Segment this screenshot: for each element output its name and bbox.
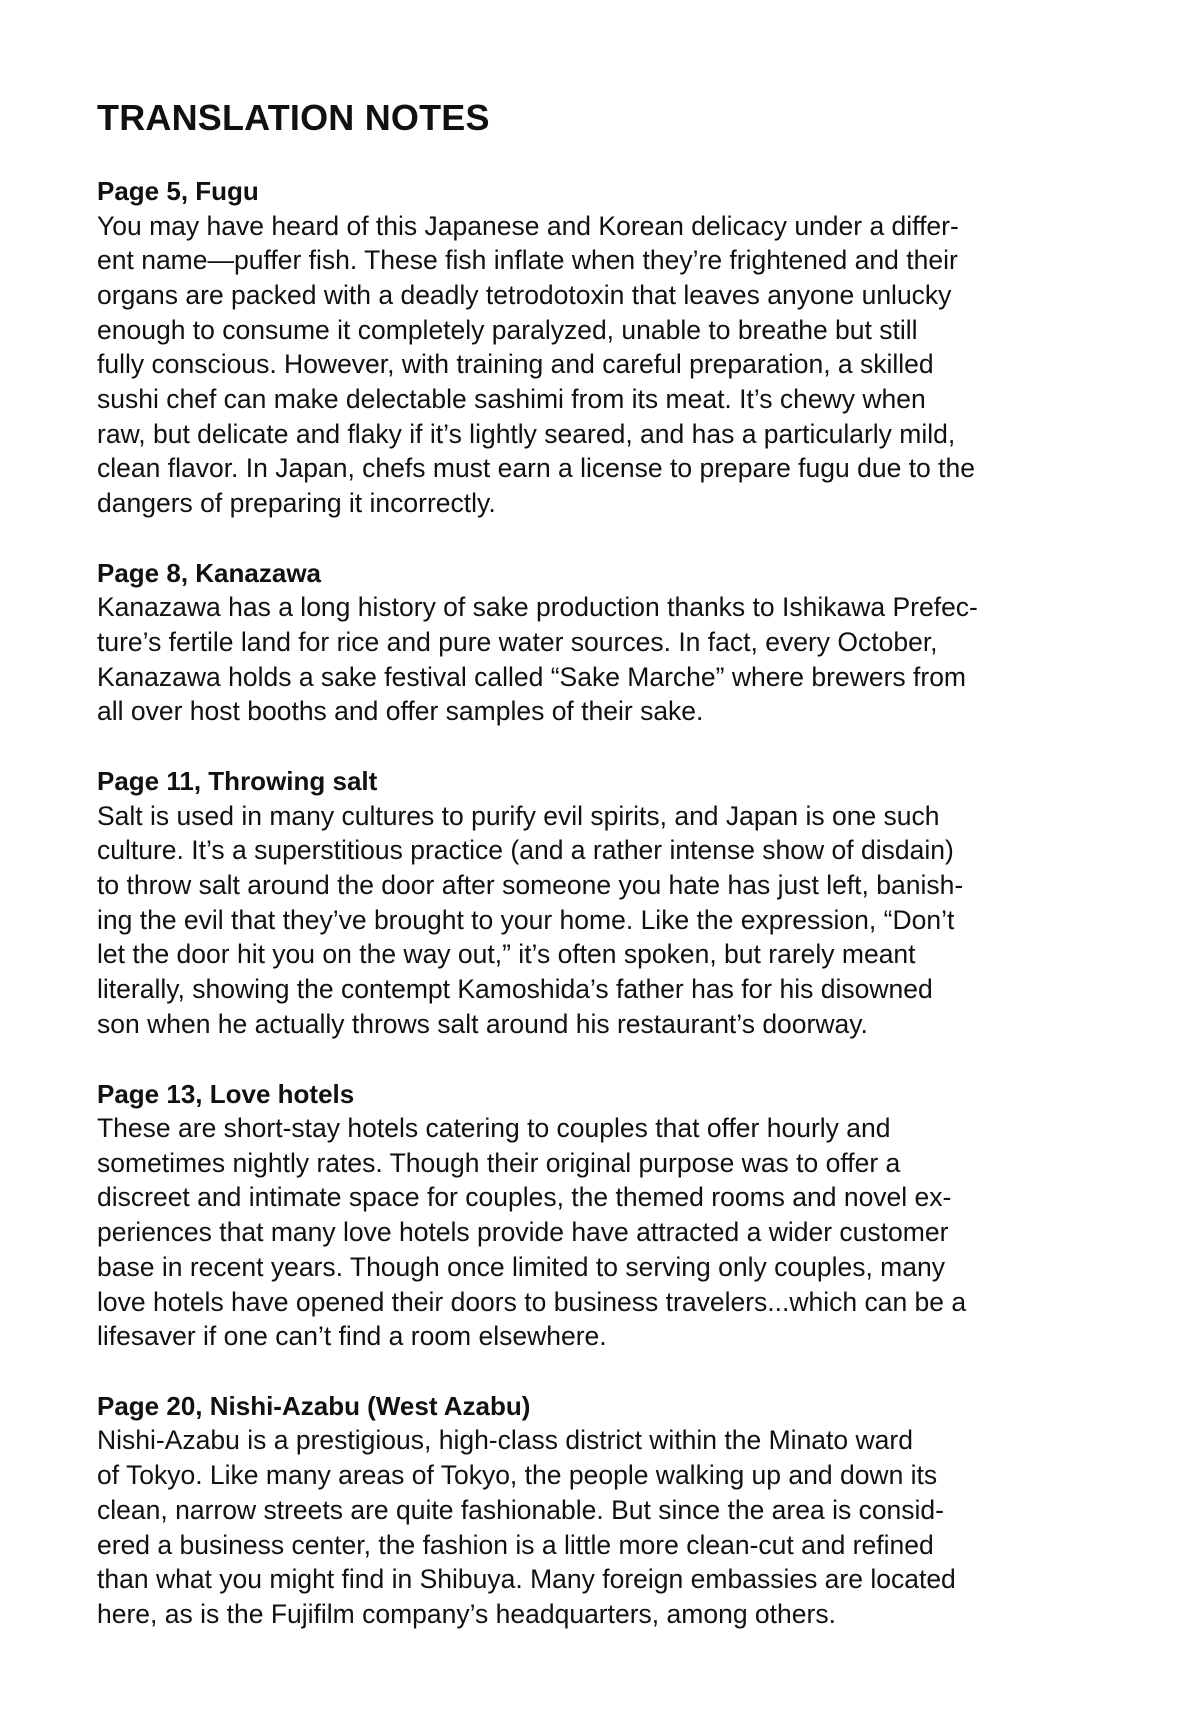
note-line: literally, showing the contempt Kamoshida’s father has for his disowned (97, 974, 933, 1005)
note-line: culture. It’s a superstitious practice (and a rather intense show of disdain) (97, 835, 954, 866)
note-line: enough to consume it completely paralyzed, unable to breathe but still (97, 314, 918, 345)
note-line: ture’s fertile land for rice and pure water sources. In fact, every October, (97, 627, 938, 658)
note-line: fully conscious. However, with training and careful preparation, a skilled (97, 349, 934, 380)
note-line: Nishi-Azabu is a prestigious, high-class district within the Minato ward (97, 1425, 913, 1456)
note-line: let the door hit you on the way out,” it’s often spoken, but rarely meant (97, 939, 916, 970)
note-line: ent name—puffer fish. These fish inflate when they’re frightened and their (97, 245, 958, 276)
note-line: sushi chef can make delectable sashimi from its meat. It’s chewy when (97, 384, 926, 415)
note-body (97, 1423, 1097, 1631)
note-line: clean flavor. In Japan, chefs must earn a license to prepare fugu due to the (97, 453, 975, 484)
note-line: periences that many love hotels provide have attracted a wider customer (97, 1217, 949, 1248)
note-kanazawa (97, 556, 1097, 729)
note-line: love hotels have opened their doors to business travelers...which can be a (97, 1286, 967, 1317)
note-line: You may have heard of this Japanese and Korean delicacy under a differ- (97, 210, 959, 241)
note-line: ing the evil that they’ve brought to your home. Like the expression, “Don’t (97, 904, 955, 935)
note-body (97, 1111, 1097, 1354)
note-line: than what you might find in Shibuya. Many foreign embassies are located (97, 1564, 956, 1595)
note-fugu (97, 174, 1097, 521)
note-line: son when he actually throws salt around his restaurant’s doorway. (97, 1008, 868, 1039)
note-line: organs are packed with a deadly tetrodotoxin that leaves anyone unlucky (97, 279, 952, 310)
note-line: lifesaver if one can’t find a room elsewhere. (97, 1321, 607, 1352)
note-heading: Page 20, Nishi-Azabu (West Azabu) (97, 1390, 531, 1421)
note-heading: Page 11, Throwing salt (97, 766, 378, 797)
note-love-hotels (97, 1077, 1097, 1354)
note-line: Kanazawa has a long history of sake production thanks to Ishikawa Prefec- (97, 592, 978, 623)
note-body (97, 799, 1097, 1042)
note-line: to throw salt around the door after someone you hate has just left, banish- (97, 870, 964, 901)
note-heading: Page 13, Love hotels (97, 1078, 355, 1109)
note-line: dangers of preparing it incorrectly. (97, 488, 496, 519)
note-nishi-azabu (97, 1389, 1097, 1632)
note-line: These are short-stay hotels catering to couples that offer hourly and (97, 1113, 891, 1144)
note-throwing-salt (97, 764, 1097, 1041)
note-line: ered a business center, the fashion is a little more clean-cut and refined (97, 1529, 934, 1560)
note-line: of Tokyo. Like many areas of Tokyo, the people walking up and down its (97, 1460, 938, 1491)
note-heading: Page 8, Kanazawa (97, 557, 321, 588)
note-body (97, 209, 1097, 521)
note-line: raw, but delicate and flaky if it’s lightly seared, and has a particularly mild, (97, 418, 956, 449)
note-line: discreet and intimate space for couples, the themed rooms and novel ex- (97, 1182, 952, 1213)
note-line: here, as is the Fujifilm company’s headquarters, among others. (97, 1599, 836, 1629)
note-line: Kanazawa holds a sake festival called “Sake Marche” where brewers from (97, 661, 967, 692)
document-page (97, 96, 1097, 1667)
note-line: sometimes nightly rates. Though their original purpose was to offer a (97, 1147, 901, 1178)
note-line: base in recent years. Though once limited to serving only couples, many (97, 1251, 945, 1282)
page-title: TRANSLATION NOTES (97, 97, 490, 138)
note-body (97, 590, 1097, 729)
note-line: Salt is used in many cultures to purify evil spirits, and Japan is one such (97, 800, 940, 831)
note-heading: Page 5, Fugu (97, 176, 259, 206)
note-line: all over host booths and offer samples of their sake. (97, 696, 704, 727)
note-line: clean, narrow streets are quite fashionable. But since the area is consid- (97, 1494, 944, 1525)
